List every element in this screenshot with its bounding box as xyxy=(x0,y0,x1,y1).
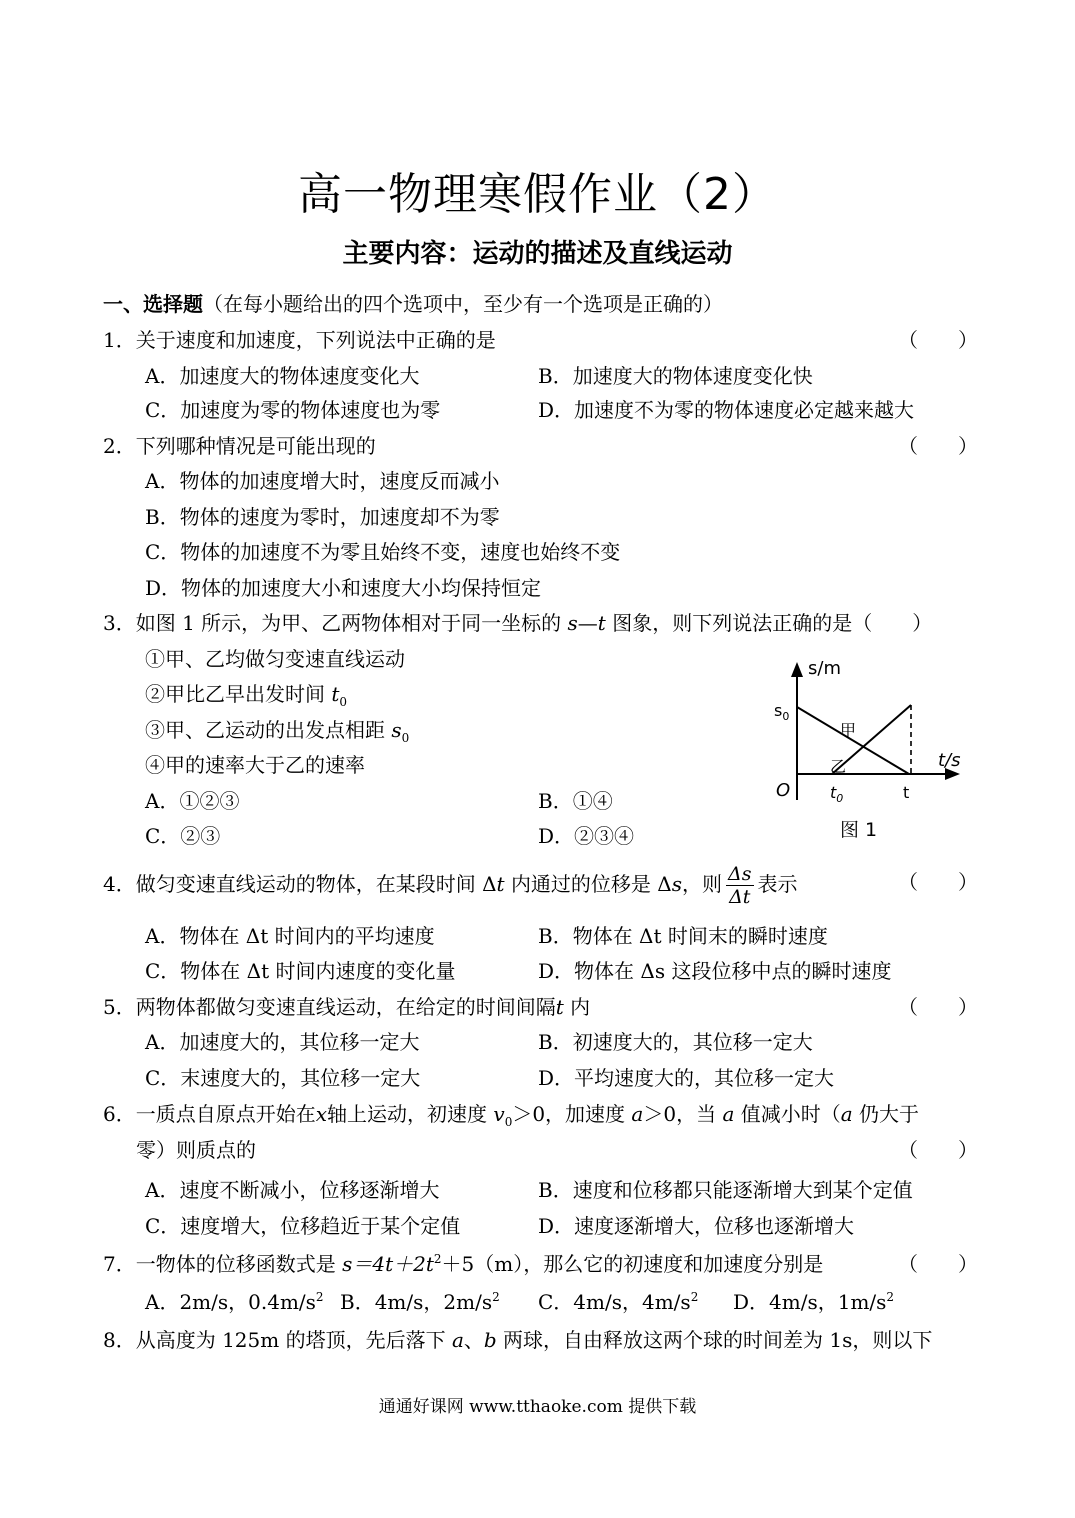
q7-option-b: B．4m/s，$2m/s^2$ xyxy=(340,1290,500,1314)
q3-option-c: C．②③ xyxy=(145,824,221,848)
q5-option-c: C．末速度大的，其位移一定大 xyxy=(145,1066,421,1090)
section-heading-line xyxy=(103,290,723,318)
q5-answer-blank: （ ） xyxy=(898,995,978,1019)
q3-statement-3: ③甲、乙运动的出发点相距 $s_0$ xyxy=(145,718,410,745)
q1-stem: 1．关于速度和加速度，下列说法中正确的是 xyxy=(103,328,496,352)
q6-option-c: C．速度增大，位移趋近于某个定值 xyxy=(145,1214,461,1238)
q7-option-a: A．2m/s，$0.4m/s^2$ xyxy=(145,1290,324,1314)
origin-label: O xyxy=(776,780,791,801)
q3-option-b: B．①④ xyxy=(538,789,613,813)
q4-option-d: D．物体在 Δs 这段位移中点的瞬时速度 xyxy=(538,959,892,983)
q6-answer-blank: （ ） xyxy=(898,1138,978,1162)
q3-stem: 3．如图 1 所示，为甲、乙两物体相对于同一坐标的 s—t 图象，则下列说法正确的是（ ） xyxy=(103,611,933,635)
page-footer: 通通好课网 www.tthaoke.com 提供下载 xyxy=(378,1397,697,1417)
figure-caption: 图 1 xyxy=(840,819,878,841)
q4-answer-blank: （ ） xyxy=(898,870,978,894)
q2-option-c: C．物体的加速度不为零且始终不变，速度也始终不变 xyxy=(145,540,621,564)
q7-answer-blank: （ ） xyxy=(898,1252,978,1276)
q1-option-d: D．加速度不为零的物体速度必定越来越大 xyxy=(538,398,915,422)
q4-option-a: A．物体在 Δt 时间内的平均速度 xyxy=(145,924,435,948)
q3-option-a: A．①②③ xyxy=(145,789,240,813)
section-note: （在每小题给出的四个选项中，至少有一个选项是正确的） xyxy=(203,292,723,316)
q1-option-a: A．加速度大的物体速度变化大 xyxy=(145,364,420,388)
page-title: 高一物理寒假作业（2） xyxy=(298,169,777,220)
figure-1-st-graph xyxy=(770,650,970,850)
s0-label: $s_0$ xyxy=(774,701,790,723)
x-axis-label: t/s xyxy=(938,750,961,771)
q5-option-d: D．平均速度大的，其位移一定大 xyxy=(538,1066,835,1090)
q8-stem: 8．从高度为 125m 的塔顶，先后落下 a、b 两球，自由释放这两个球的时间差为 1s，则以下 xyxy=(103,1328,933,1352)
q3-option-d: D．②③④ xyxy=(538,824,635,848)
q6-option-a: A．速度不断减小，位移逐渐增大 xyxy=(145,1178,440,1202)
q3-statement-4: ④甲的速率大于乙的速率 xyxy=(145,753,365,777)
t0-label: $t_0$ xyxy=(830,783,844,805)
q6-stem-cont: 零）则质点的 xyxy=(136,1138,256,1162)
q6-option-d: D．速度逐渐增大，位移也逐渐增大 xyxy=(538,1214,855,1238)
line-jia xyxy=(797,707,909,774)
yi-label: 乙 xyxy=(830,757,847,776)
q2-stem: 2．下列哪种情况是可能出现的 xyxy=(103,434,376,458)
q2-option-a: A．物体的加速度增大时，速度反而减小 xyxy=(145,469,500,493)
q5-option-b: B．初速度大的，其位移一定大 xyxy=(538,1030,813,1054)
q4-fraction: $\frac{\Delta s}{\Delta t}$ xyxy=(728,863,752,908)
q3-statement-2: ②甲比乙早出发时间 $t_0$ xyxy=(145,682,348,709)
q4-option-b: B．物体在 Δt 时间末的瞬时速度 xyxy=(538,924,828,948)
q4-stem: 4．做匀变速直线运动的物体，在某段时间 Δt 内通过的位移是 Δs，则 $\frac{\Delta s}{\Delta t}$ 表示 xyxy=(103,863,798,908)
q1-answer-blank: （ ） xyxy=(898,328,978,352)
section-heading: 一、选择题 xyxy=(103,292,203,316)
page-subtitle: 主要内容：运动的描述及直线运动 xyxy=(342,239,733,269)
y-axis-arrow xyxy=(791,662,803,677)
q2-option-b: B．物体的速度为零时，加速度却不为零 xyxy=(145,505,500,529)
q4-option-c: C．物体在 Δt 时间内速度的变化量 xyxy=(145,959,456,983)
q1-option-b: B．加速度大的物体速度变化快 xyxy=(538,364,813,388)
q2-option-d: D．物体的加速度大小和速度大小均保持恒定 xyxy=(145,576,542,600)
q7-stem: 7．一物体的位移函数式是 $s=4t+2t^2+5(m)$，那么它的初速度和加速度分别是 xyxy=(103,1252,824,1276)
q7-option-c: C．4m/s，$4m/s^2$ xyxy=(538,1290,699,1314)
jia-label: 甲 xyxy=(840,721,857,740)
q1-option-c: C．加速度为零的物体速度也为零 xyxy=(145,398,441,422)
q3-statement-1: ①甲、乙均做匀变速直线运动 xyxy=(145,647,405,671)
y-axis-label: s/m xyxy=(808,658,841,679)
q5-option-a: A．加速度大的，其位移一定大 xyxy=(145,1030,420,1054)
q2-answer-blank: （ ） xyxy=(898,434,978,458)
q6-option-b: B．速度和位移都只能逐渐增大到某个定值 xyxy=(538,1178,913,1202)
q7-option-d: D．4m/s，$1m/s^2$ xyxy=(733,1290,895,1314)
t-mark-label: t xyxy=(903,783,910,802)
q5-stem: 5．两物体都做匀变速直线运动，在给定的时间间隔t 内 xyxy=(103,995,591,1019)
q6-stem: 6．一质点自原点开始在x轴上运动，初速度 $v_0>0$，加速度 a＞0，当 a 值减小时（a 仍大于 xyxy=(103,1102,920,1129)
